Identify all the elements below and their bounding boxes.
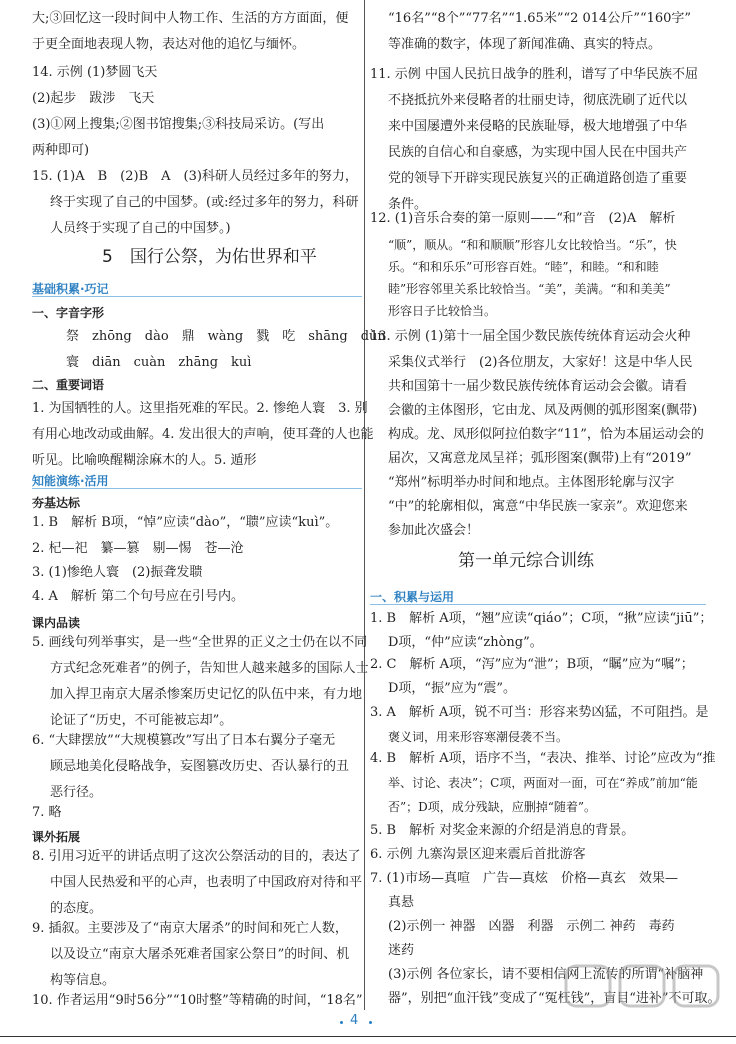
answer-r5: 5. B 解析 对奖金来源的介绍是消息的背景。 xyxy=(370,823,635,838)
text-line: 褒义词，用来形容寒潮侵袭不当。 xyxy=(388,730,569,744)
text-line: 参加此次盛会！ xyxy=(388,523,480,538)
text-line: 以及设立“南京大屠杀死难者国家公祭日”的时间、机 xyxy=(50,947,350,962)
answer-3: 3. (1)惨绝人寰 (2)振聋发聩 xyxy=(32,565,203,580)
sub-heading-rule xyxy=(32,488,362,489)
text-line: “中”的轮廓相似，寓意“中华民族一家亲”。欢迎您来 xyxy=(388,499,688,514)
text-line: (2)示例一 神器 凶器 利器 示例二 神药 毒药 xyxy=(388,919,675,934)
ciyu-line: 1. 为国牺牲的人。这里指死难的军民。2. 惨绝人寰 3. 别 xyxy=(32,401,368,416)
text-line: D项，“振”应为“震”。 xyxy=(388,681,517,696)
pinyin-line-1: 祭 zhōng dào 鼎 wàng 戮 吃 shāng dùn xyxy=(66,329,386,344)
text-line: 迷药 xyxy=(388,943,415,958)
answer-10: 10. 作者运用“9时56分”“10时整”等精确的时间，“18名” xyxy=(32,993,363,1008)
answer-9: 9. 插叙。主要涉及了“南京大屠杀”的时间和死亡人数， xyxy=(32,921,348,936)
bottom-rule xyxy=(0,1036,736,1037)
text-line: 党的领导下开辟实现民族复兴的正确道路创造了重要 xyxy=(388,171,688,186)
sub-heading-zhineng: 知能演练·活用 xyxy=(32,474,109,488)
page-number: 4 xyxy=(350,1013,359,1028)
text-line: 顾忌地美化侵略战争，妄图篡改历史、否认暴行的丑 xyxy=(50,759,350,774)
page-dot-left xyxy=(340,1021,343,1024)
heading-kewai: 课外拓展 xyxy=(32,830,81,844)
page-dot-right xyxy=(369,1021,372,1024)
answer-r7: 7. (1)市场—真喧 广告—真炫 价格—真玄 效果— xyxy=(370,871,678,886)
text-line: (2)起步 跋涉 飞天 xyxy=(32,91,155,106)
answer-2: 2. 杞—祀 纂—篡 剔—惕 苍—沧 xyxy=(32,541,244,556)
sub-heading-rule xyxy=(32,296,362,297)
text-line: “郑州”标明举办时间和地点。主体图形轮廓与汉字 xyxy=(388,475,675,490)
text-line: 形容日子比较恰当。 xyxy=(388,304,497,318)
text-line: 论证了“历史，不可能被忘却”。 xyxy=(50,713,233,728)
text-line: 人员终于实现了自己的中国梦。) xyxy=(50,221,231,236)
watermark-logo-icon xyxy=(560,960,736,1030)
answer-5: 5. 画线句列举事实，是一些“全世界的正义之士仍在以不同 xyxy=(32,635,368,650)
text-line: 届次，又寓意龙凤呈祥；弧形图案(飘带)上有“2019” xyxy=(388,451,692,466)
sub-heading-rule xyxy=(370,604,706,605)
answer-15: 15. (1)A B (2)B A (3)科研人员经过多年的努力， xyxy=(32,169,358,184)
text-line: 于更全面地表现人物，表达对他的追忆与缅怀。 xyxy=(32,37,306,52)
text-line: 两种即可) xyxy=(32,143,90,158)
text-line: 不挠抵抗外来侵略者的壮丽史诗，彻底洗刷了近代以 xyxy=(388,93,688,108)
text-line: 采集仪式举行 (2)各位朋友，大家好！这是中华人民 xyxy=(388,355,693,370)
answer-r6: 6. 示例 九寨沟景区迎来震后首批游客 xyxy=(370,847,586,862)
heading-duoji: 夯基达标 xyxy=(32,496,81,510)
text-line: 等准确的数字，体现了新闻准确、真实的特点。 xyxy=(388,37,662,52)
sub-heading-jilei: 一、积累与运用 xyxy=(370,590,455,604)
text-line: 会徽的主体图形，它由龙、凤及两侧的弧形图案(飘带) xyxy=(388,403,698,418)
text-line: 构成。龙、凤形似阿拉伯数字“11”，恰为本届运动会的 xyxy=(388,427,704,442)
text-line: “16名”“8个”“77名”“1.65米”“2 014公斤”“160字” xyxy=(388,11,692,26)
answer-13: 13. 示例 (1)第十一届全国少数民族传统体育运动会火种 xyxy=(370,329,691,344)
answer-r2: 2. C 解析 A项，“泻”应为“泄”；B项，“瞩”应为“嘱”； xyxy=(370,657,694,672)
text-line: “顺”，顺从。“和和顺顺”形容儿女比较恰当。“乐”，快 xyxy=(388,238,677,252)
text-line: 的态度。 xyxy=(50,901,103,916)
text-line: 条件。 xyxy=(388,197,428,212)
sub-heading-jichu: 基础积累·巧记 xyxy=(32,282,109,296)
answer-1: 1. B 解析 B项，“悼”应读“dào”，“聩”应读“kuì”。 xyxy=(32,515,339,530)
text-line: 民族的自信心和自豪感，为实现中国人民在中国共产 xyxy=(388,145,688,160)
text-line: 乐。“和和乐乐”可形容百姓。“睦”，和睦。“和和睦 xyxy=(388,260,659,274)
answer-14: 14. 示例 (1)梦圆飞天 xyxy=(32,65,158,80)
answer-6: 6. “大肆摆放”“大规模篡改”写出了日本右翼分子毫无 xyxy=(32,733,336,748)
section-title-5: 5 国行公祭，为佑世界和平 xyxy=(102,247,317,267)
text-line: (3)示例 各位家长，请不要相信网上流传的所谓“补脑神 xyxy=(388,967,704,982)
text-line: 共和国第十一届少数民族传统体育运动会会徽。请看 xyxy=(388,379,688,394)
heading-ciyu: 二、重要词语 xyxy=(32,378,105,392)
ciyu-line: 听见。比喻唤醒糊涂麻木的人。5. 遁形 xyxy=(32,453,257,468)
answer-12: 12. (1)音乐合奏的第一原则——“和”音 (2)A 解析 xyxy=(370,211,676,226)
text-line: (3)①网上搜集;②图书馆搜集;③科技局采访。(写出 xyxy=(32,117,325,132)
heading-zixing: 一、字音字形 xyxy=(32,306,105,320)
text-line: 来中国屡遭外来侵略的民族耻辱，极大地增强了中华 xyxy=(388,119,688,134)
answer-11: 11. 示例 中国人民抗日战争的胜利，谱写了中华民族不屈 xyxy=(370,67,698,82)
text-line: 加入捍卫南京大屠杀惨案历史记忆的队伍中来，有力地 xyxy=(50,687,363,702)
text-line: 举、讨论、表决”；C项，两面对一面，可在“养成”前加“能 xyxy=(388,776,698,790)
text-line: 大;③回忆这一段时间中人物工作、生活的方方面面，便 xyxy=(32,11,349,26)
answer-r3: 3. A 解析 A项，锐不可当：形容来势凶猛，不可阻挡。是 xyxy=(370,705,709,720)
answer-7: 7. 略 xyxy=(32,805,62,820)
text-line: 器”，别把“血汗钱”变成了“冤枉钱”，盲目“进补”不可取。 xyxy=(388,991,721,1006)
text-line: 恶行径。 xyxy=(50,785,103,800)
text-line: D项，“仲”应读“zhòng”。 xyxy=(388,635,543,650)
section-title-unit1: 第一单元综合训练 xyxy=(458,551,594,571)
column-divider xyxy=(364,0,365,1010)
text-line: 构等信息。 xyxy=(50,973,116,988)
answer-r1: 1. B 解析 A项，“翘”应读“qiáo”；C项，“揪”应读“jiū”； xyxy=(370,611,713,626)
heading-kenei: 课内品读 xyxy=(32,616,81,630)
text-line: 终于实现了自己的中国梦。(或:经过多年的努力，科研 xyxy=(50,195,359,210)
text-line: 方式纪念死难者”的例子，告知世人越来越多的国际人士 xyxy=(50,661,369,676)
text-line: 真悬 xyxy=(388,895,415,910)
text-line: 中国人民热爱和平的心声，也表明了中国政府对待和平 xyxy=(50,875,363,890)
answer-4: 4. A 解析 第二个句号应在引号内。 xyxy=(32,589,245,604)
ciyu-line: 有用心地改动或曲解。4. 发出很大的声响，使耳聋的人也能 xyxy=(32,427,374,442)
text-line: 否”；D项，成分残缺，应删掉“随着”。 xyxy=(388,800,597,814)
text-line: 睦”形容邻里关系比较恰当。“美”，美满。“和和美美” xyxy=(388,282,671,296)
answer-8: 8. 引用习近平的讲话点明了这次公祭活动的目的，表达了 xyxy=(32,849,361,864)
answer-r4: 4. B 解析 A项，语序不当，“表决、推举、讨论”应改为“推 xyxy=(370,751,716,766)
pinyin-line-2: 寰 diān cuàn zhāng kuì xyxy=(66,355,252,370)
